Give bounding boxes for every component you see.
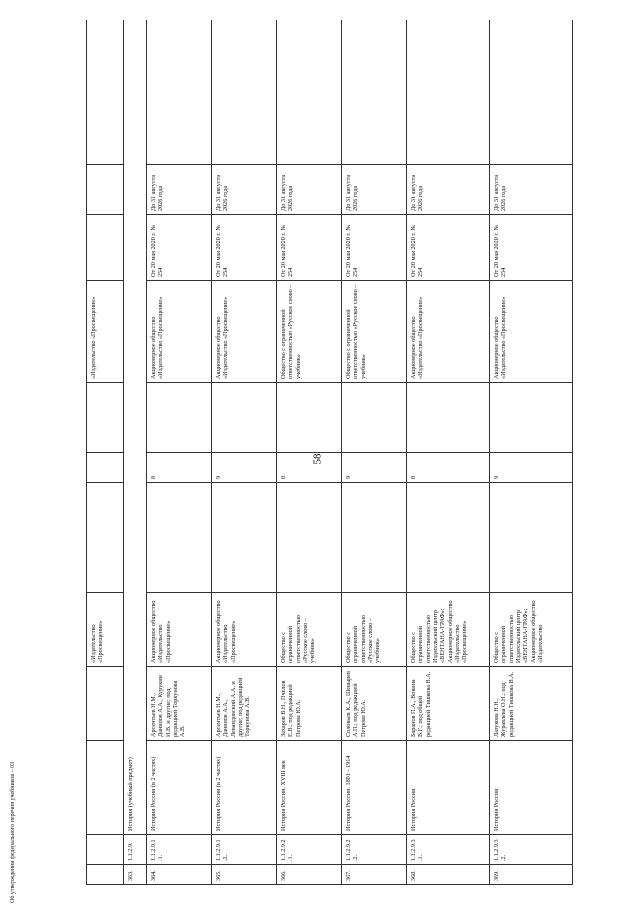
table-row [277, 20, 342, 885]
cell-num: 369. [490, 865, 573, 885]
cell-until: До 31 августа 2026 года [147, 165, 212, 215]
table-row-top [87, 20, 124, 885]
textbook-table [86, 20, 573, 885]
cell-org: Акционерное общество «Издательство «Просвещение» [147, 281, 212, 383]
cell-until: До 31 августа 2026 года [212, 165, 277, 215]
footer-text: Об утверждении федерального перечня учебников – 03 [10, 761, 16, 903]
cell-title: История России. XVIII век [277, 741, 342, 835]
cell-grade: 8 [407, 453, 490, 483]
table-row [407, 20, 490, 885]
cell-title: История России [490, 741, 573, 835]
cell-code: 1.1.2.9. [124, 835, 147, 865]
cell-order: От 20 мая 2020 г. № 254 [147, 215, 212, 281]
cell-org: Общество с ограниченной ответственностью «Русское слово – учебник» [342, 281, 407, 383]
cell-authors: Лазукова Н.Н., Журавлева О.Н.; под редакцией Тишкова В.А. [490, 667, 573, 741]
cell-publisher: Акционерное общество «Издательство «Просвещение» [212, 593, 277, 667]
cell-grade: 8 [147, 453, 212, 483]
cell-publisher: Общество с ограниченной ответственностью «Русское слово – учебник» [277, 593, 342, 667]
cell-title: История России. 1801 - 1914 [342, 741, 407, 835]
cell-title: История России (в 2 частях) [147, 741, 212, 835]
cell-org: Акционерное общество «Издательство «Просвещение» [490, 281, 573, 383]
cell-title: История России (в 2 частях) [212, 741, 277, 835]
cell-num: 365. [212, 865, 277, 885]
cell-org: Акционерное общество «Издательство «Просвещение» [407, 281, 490, 383]
cell-code: 1.1.2.9.1.2. [212, 835, 277, 865]
cell-org: Общество с ограниченной ответственностью «Русское слово – учебник» [277, 281, 342, 383]
cell-order: От 20 мая 2020 г. № 254 [212, 215, 277, 281]
table-container [86, 20, 606, 885]
cell-code: 1.1.2.9.1.1. [147, 835, 212, 865]
cell-num: 368. [407, 865, 490, 885]
cell-grade: 9 [212, 453, 277, 483]
cell-publisher: Общество с ограниченной ответственностью Издательский центр «ВЕНТАНА-ГРАФ»; Акционерное общество «Издательство [490, 593, 573, 667]
cell-org: «Издательство «Просвещение» [87, 281, 124, 383]
cell-authors: Арсентьев Н.М., Данилов А.А., Левандовский А.А. и другие; под редакцией Торкунова А.В. [212, 667, 277, 741]
cell-grade: 8 [277, 453, 342, 483]
cell-authors: Захаров В.Н., Пчелов Е.В.; под редакцией Петрова Ю.А. [277, 667, 342, 741]
cell-num: 366. [277, 865, 342, 885]
cell-title: История России [407, 741, 490, 835]
cell-code: 1.1.2.9.2.2. [342, 835, 407, 865]
cell-num: 363. [124, 865, 147, 885]
cell-code: 1.1.2.9.2.1. [277, 835, 342, 865]
cell-num: 364. [147, 865, 212, 885]
page-number: 58 [311, 453, 324, 465]
cell-until: До 31 августа 2026 года [277, 165, 342, 215]
cell-publisher: «Издательство «Просвещение» [87, 593, 124, 667]
cell-until: До 31 августа 2026 года [407, 165, 490, 215]
table-row [212, 20, 277, 885]
cell-publisher: Акционерное общество «Издательство «Просвещение» [147, 593, 212, 667]
cell-order: От 20 мая 2020 г. № 254 [490, 215, 573, 281]
table-row-subject [124, 20, 147, 885]
cell-order: От 20 мая 2020 г. № 254 [407, 215, 490, 281]
table-row [342, 20, 407, 885]
cell-until: До 31 августа 2026 года [490, 165, 573, 215]
cell-code: 1.1.2.9.3.1. [407, 835, 490, 865]
cell-until: До 31 августа 2026 года [342, 165, 407, 215]
cell-authors: Баранов П.А., Вовина В.Г.; под общей редакцией Тишкова В.А. [407, 667, 490, 741]
cell-subject-title: История (учебный предмет) [124, 20, 147, 835]
cell-num: 367. [342, 865, 407, 885]
cell-grade: 9 [490, 453, 573, 483]
cell-code: 1.1.2.9.3.2. [490, 835, 573, 865]
cell-authors: Соловьев К.А., Шевырев А.П.; под редакцией Петрова Ю.А. [342, 667, 407, 741]
cell-grade: 9 [342, 453, 407, 483]
cell-order: От 20 мая 2020 г. № 254 [342, 215, 407, 281]
cell-authors: Арсентьев Н.М., Данилов А.А., Курукин И.В. и другие; под редакцией Торкунова А.В. [147, 667, 212, 741]
table-row [147, 20, 212, 885]
cell-publisher: Общество с ограниченной ответственностью Издательский центр «ВЕНТАНА-ГРАФ»; Акционерное общество «Издательство «Просвещение» [407, 593, 490, 667]
cell-org: Акционерное общество «Издательство «Просвещение» [212, 281, 277, 383]
cell-publisher: Общество с ограниченной ответственностью «Русское слово – учебник» [342, 593, 407, 667]
cell-order: От 20 мая 2020 г. № 254 [277, 215, 342, 281]
table-row [490, 20, 573, 885]
